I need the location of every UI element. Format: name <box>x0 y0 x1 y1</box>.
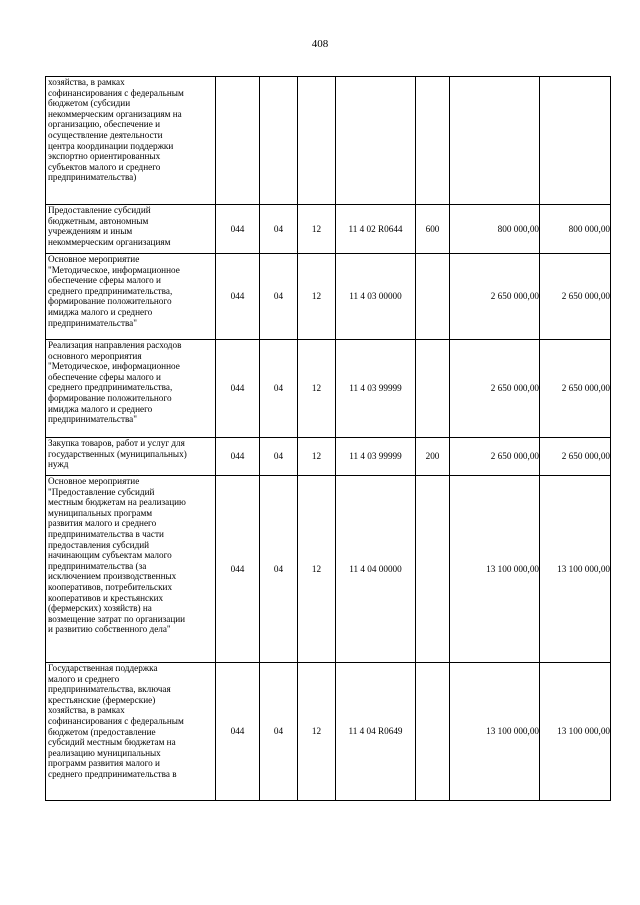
section-code: 04 <box>260 205 298 254</box>
expense-type <box>416 77 450 205</box>
sum-year-2 <box>540 77 611 205</box>
ministry-code: 044 <box>216 340 260 438</box>
sum-year-1: 13 100 000,00 <box>450 476 540 663</box>
ministry-code <box>216 77 260 205</box>
page-number: 408 <box>311 38 329 50</box>
sum-year-1: 13 100 000,00 <box>450 663 540 801</box>
sum-year-2: 13 100 000,00 <box>540 476 611 663</box>
section-code: 04 <box>260 340 298 438</box>
subsection-code <box>298 77 336 205</box>
target-article: 11 4 03 00000 <box>336 254 416 340</box>
table-row <box>46 438 611 476</box>
table-row <box>46 77 611 205</box>
table-row <box>46 254 611 340</box>
sum-year-2: 2 650 000,00 <box>540 340 611 438</box>
sum-year-1: 2 650 000,00 <box>450 438 540 476</box>
sum-year-2: 13 100 000,00 <box>540 663 611 801</box>
section-code: 04 <box>260 254 298 340</box>
subsection-code: 12 <box>298 438 336 476</box>
ministry-code: 044 <box>216 205 260 254</box>
target-article: 11 4 04 00000 <box>336 476 416 663</box>
row-name: Основное мероприятие "Предоставление субсидий местным бюджетам на реализацию муниципальных программ развития малого и среднего предпринимательства в части предоставления субсидий начинающим субъектам малого предпринимательства (за исключением производственных кооперативов, потребительских кооперативов и крестьянских (фермерских) хозяйств) на возмещение затрат по организации и развитию собственного дела" <box>46 476 216 663</box>
expense-type <box>416 254 450 340</box>
ministry-code: 044 <box>216 254 260 340</box>
expense-type: 600 <box>416 205 450 254</box>
row-name: Реализация направления расходов основного мероприятия "Методическое, информационное обеспечение сферы малого и среднего предпринимательства, формирование положительного имиджа малого и среднего предпринимательства" <box>46 340 216 438</box>
row-name: Основное мероприятие "Методическое, информационное обеспечение сферы малого и среднего предпринимательства, формирование положительного имиджа малого и среднего предпринимательства" <box>46 254 216 340</box>
ministry-code: 044 <box>216 438 260 476</box>
subsection-code: 12 <box>298 476 336 663</box>
target-article: 11 4 03 99999 <box>336 438 416 476</box>
table-row <box>46 205 611 254</box>
sum-year-1 <box>450 77 540 205</box>
sum-year-1: 800 000,00 <box>450 205 540 254</box>
target-article: 11 4 04 R0649 <box>336 663 416 801</box>
section-code: 04 <box>260 438 298 476</box>
section-code: 04 <box>260 663 298 801</box>
target-article: 11 4 02 R0644 <box>336 205 416 254</box>
sum-year-2: 2 650 000,00 <box>540 254 611 340</box>
section-code: 04 <box>260 476 298 663</box>
table-row <box>46 340 611 438</box>
expense-type: 200 <box>416 438 450 476</box>
table-row <box>46 476 611 663</box>
row-name: Закупка товаров, работ и услуг для государственных (муниципальных) нужд <box>46 438 216 476</box>
budget-table <box>45 76 611 801</box>
subsection-code: 12 <box>298 663 336 801</box>
subsection-code: 12 <box>298 205 336 254</box>
sum-year-1: 2 650 000,00 <box>450 254 540 340</box>
subsection-code: 12 <box>298 340 336 438</box>
ministry-code: 044 <box>216 476 260 663</box>
sum-year-2: 2 650 000,00 <box>540 438 611 476</box>
sum-year-2: 800 000,00 <box>540 205 611 254</box>
row-name: Государственная поддержка малого и среднего предпринимательства, включая крестьянские (фермерские) хозяйства, в рамках софинансирования с федеральным бюджетом (предоставление субсидий местным бюджетам на реализацию муниципальных программ развития малого и среднего предпринимательства в <box>46 663 216 801</box>
table-row <box>46 663 611 801</box>
target-article <box>336 77 416 205</box>
sum-year-1: 2 650 000,00 <box>450 340 540 438</box>
target-article: 11 4 03 99999 <box>336 340 416 438</box>
expense-type <box>416 340 450 438</box>
row-name: хозяйства, в рамках софинансирования с федеральным бюджетом (субсидии некоммерческим организациям на организацию, обеспечение и осуществление деятельности центра координации поддержки экспортно ориентированных субъектов малого и среднего предпринимательства) <box>46 77 216 205</box>
expense-type <box>416 476 450 663</box>
subsection-code: 12 <box>298 254 336 340</box>
expense-type <box>416 663 450 801</box>
row-name: Предоставление субсидий бюджетным, автономным учреждениям и иным некоммерческим организациям <box>46 205 216 254</box>
ministry-code: 044 <box>216 663 260 801</box>
section-code <box>260 77 298 205</box>
